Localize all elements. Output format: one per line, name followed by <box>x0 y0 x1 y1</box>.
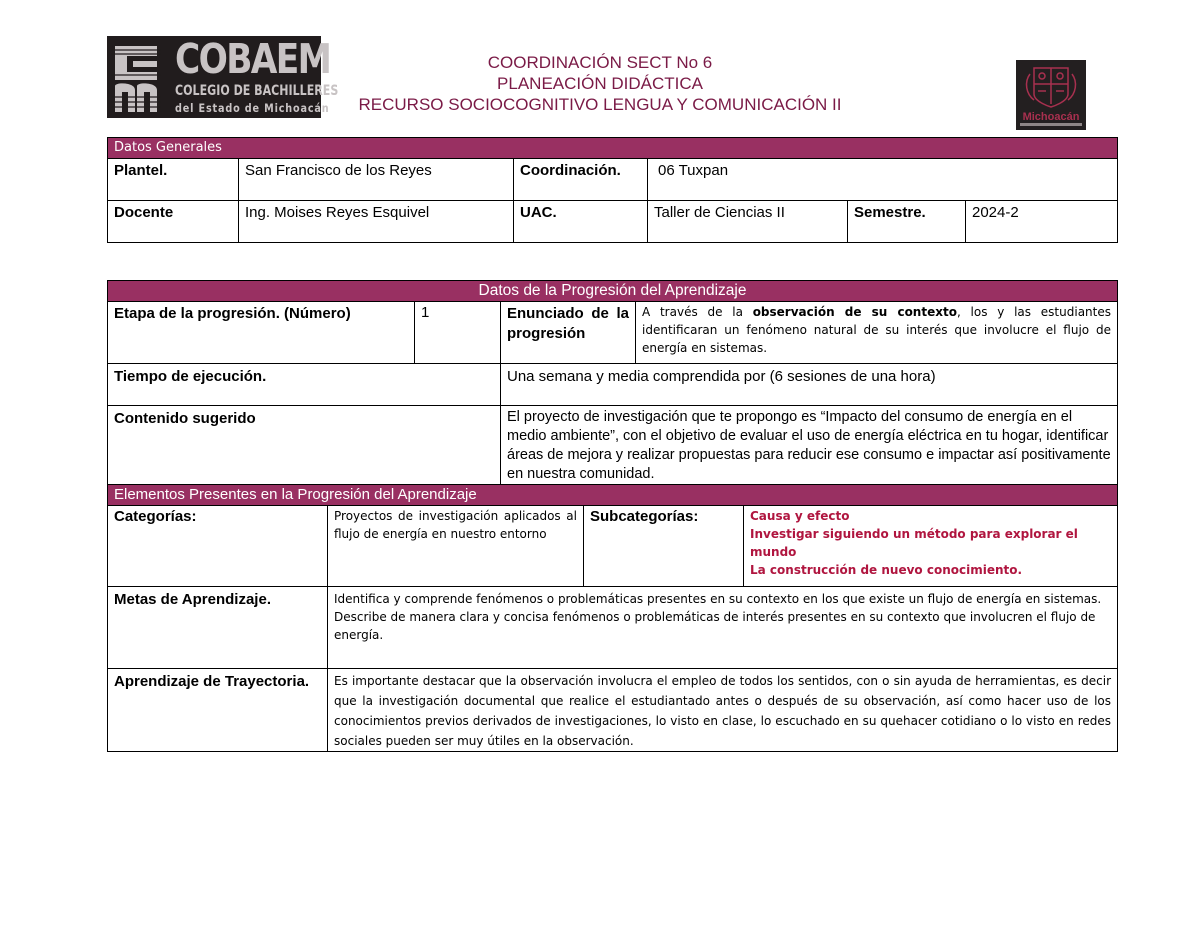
cobaem-logo-line2: del Estado de Michoacán <box>175 101 330 115</box>
michoacan-logo <box>1016 60 1086 130</box>
coordinacion-label: Coordinación. <box>514 159 648 201</box>
semestre-label: Semestre. <box>848 201 966 243</box>
etapa-value: 1 <box>415 302 501 364</box>
trayectoria-label: Aprendizaje de Trayectoria. <box>108 669 328 752</box>
metas-value <box>328 587 1118 669</box>
subcategoria-item: Investigar siguiendo un método para explorar el mundo <box>750 527 1078 559</box>
subcategoria-item: La construcción de nuevo conocimiento. <box>750 563 1023 577</box>
plantel-value: San Francisco de los Reyes <box>239 159 514 201</box>
progresion-header: Datos de la Progresión del Aprendizaje <box>108 281 1118 302</box>
michoacan-crest-icon <box>1016 60 1086 110</box>
docente-label: Docente <box>108 201 239 243</box>
title-line-3: RECURSO SOCIOCOGNITIVO LENGUA Y COMUNICACIÓN II <box>358 95 842 114</box>
subcategorias-list <box>744 506 1118 587</box>
enunciado-value <box>636 302 1118 364</box>
coordinacion-value: 06 Tuxpan <box>648 159 1118 201</box>
categorias-value: Proyectos de investigación aplicados al flujo de energía en nuestro entorno <box>328 506 584 587</box>
uac-label: UAC. <box>514 201 648 243</box>
enunciado-label: Enunciado de la progresión <box>501 302 636 364</box>
tiempo-label: Tiempo de ejecución. <box>108 364 501 406</box>
datos-generales-table <box>107 137 1118 243</box>
progresion-table <box>107 280 1118 752</box>
subcategorias-label: Subcategorías: <box>584 506 744 587</box>
title-line-1: COORDINACIÓN SECT No 6 <box>487 53 713 72</box>
docente-value: Ing. Moises Reyes Esquivel <box>239 201 514 243</box>
contenido-label: Contenido sugerido <box>108 406 501 485</box>
semestre-value: 2024-2 <box>966 201 1118 243</box>
contenido-value: El proyecto de investigación que te propongo es “Impacto del consumo de energía en el medio ambiente”, con el objetivo de evaluar el uso de energía eléctrica en tu hogar, identificar áreas de mejora y realizar propuestas para reducir ese consumo e impactar así positivamente en nuestra comunidad. <box>501 406 1118 485</box>
datos-generales-header: Datos Generales <box>108 138 1118 159</box>
cobaem-logo <box>107 35 339 118</box>
michoacan-logo-divider <box>1020 123 1082 126</box>
metas-label: Metas de Aprendizaje. <box>108 587 328 669</box>
metas-item-2: Describe de manera clara y concisa fenómenos o problemáticas de interés presentes en su contexto que involucren el flujo de energía. <box>334 610 1096 642</box>
etapa-label: Etapa de la progresión. (Número) <box>108 302 415 364</box>
subcategoria-item: Causa y efecto <box>750 509 850 523</box>
document-title <box>300 52 900 115</box>
metas-item-1: Identifica y comprende fenómenos o problemáticas presentes en su contexto en los que existe un flujo de energía en sistemas. <box>334 592 1102 606</box>
enunciado-bold: observación de su contexto <box>752 305 957 319</box>
cobaem-logo-mark-icon <box>111 42 161 114</box>
categorias-label: Categorías: <box>108 506 328 587</box>
plantel-label: Plantel. <box>108 159 239 201</box>
tiempo-value: Una semana y media comprendida por (6 sesiones de una hora) <box>501 364 1118 406</box>
title-line-2: PLANEACIÓN DIDÁCTICA <box>497 74 703 93</box>
michoacan-logo-name: Michoacán <box>1022 111 1080 123</box>
trayectoria-value: Es importante destacar que la observación involucra el empleo de todos los sentidos, con o sin ayuda de herramientas, es decir que la investigación documental que realice el estudiantado antes o después de su observación, así como hacer uso de los conocimientos previos derivados de investigaciones, lo visto en clase, lo escuchado en su quehacer cotidiano o lo visto en redes sociales pueden ser muy útiles en la observación. <box>328 669 1118 752</box>
elementos-header: Elementos Presentes en la Progresión del Aprendizaje <box>108 485 1118 506</box>
enunciado-suffix: , los y las estudiantes identificaran un fenómeno natural de su interés que involucre el flujo de energía en sistemas. <box>642 305 1112 355</box>
cobaem-logo-line1: COLEGIO DE BACHILLERES <box>175 83 339 99</box>
uac-value: Taller de Ciencias II <box>648 201 848 243</box>
cobaem-logo-name: COBAEM <box>175 35 331 83</box>
enunciado-prefix: A través de la <box>642 305 753 319</box>
